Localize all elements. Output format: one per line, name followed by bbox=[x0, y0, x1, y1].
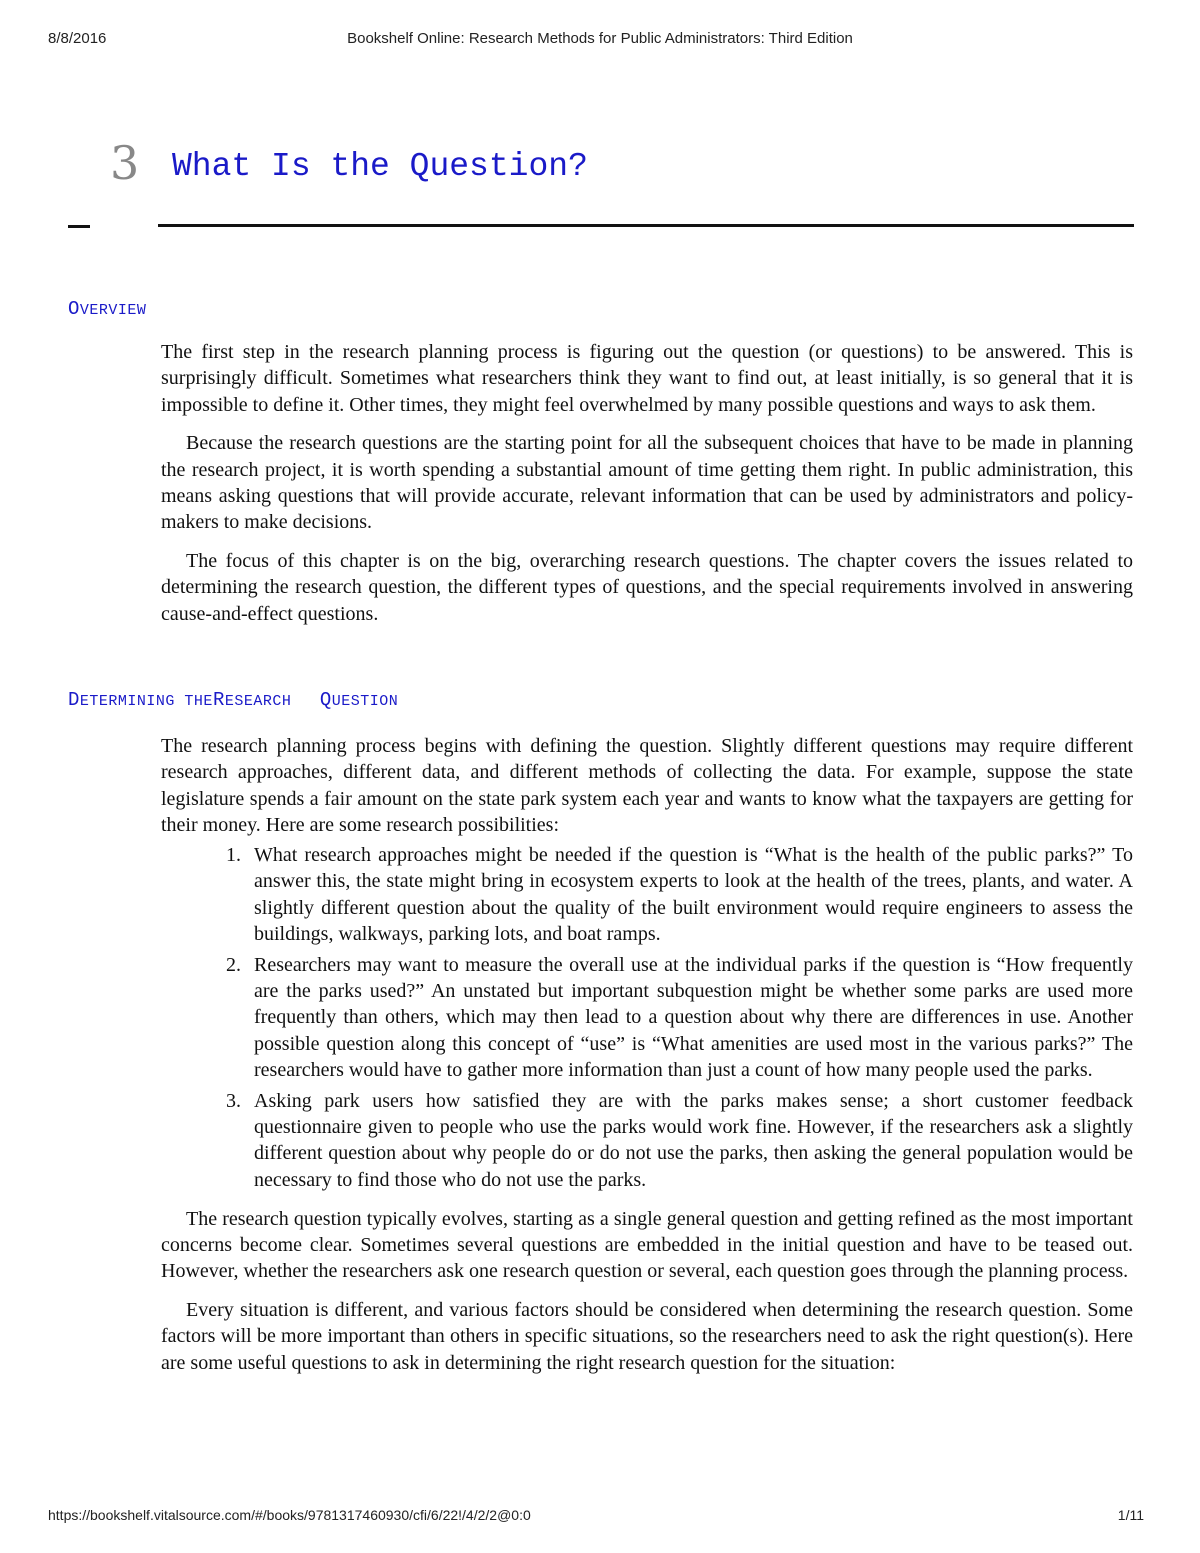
chapter-rule-short bbox=[68, 225, 90, 228]
chapter-number: 3 bbox=[110, 136, 140, 190]
print-date: 8/8/2016 bbox=[48, 30, 107, 47]
overview-paragraph: The focus of this chapter is on the big, overarching research questions. The chapter covers the issues related to determining the research question, the different types of questions, and the special requirements involved in answering cause-and-effect questions. bbox=[161, 550, 1133, 625]
section-heading-determining: DETERMINING THERESEARCH QUESTION bbox=[68, 689, 399, 711]
overview-paragraph: Because the research questions are the starting point for all the subsequent choices that have to be made in planning the research project, it is worth spending a substantial amount of time getting them right. In public administration, this means asking questions that will provide accurate, relevant information that can be used by administrators and policy-makers to make decisions. bbox=[161, 432, 1133, 534]
section-heading-overview: OVERVIEW bbox=[68, 298, 147, 320]
determining-paragraph: Every situation is different, and various factors should be considered when determining the research question. Some factors will be more important than others in specific situations, so the researchers need to ask the right question(s). Here are some useful questions to ask in determining the right research question for the situation: bbox=[161, 1298, 1133, 1374]
chapter-title: What Is the Question? bbox=[172, 148, 588, 185]
determining-intro: The research planning process begins with defining the question. Slightly different questions may require different research approaches, different data, and different methods of collecting the data. For example, suppose the state legislature spends a fair amount on the state park system each year and wants to know what the taxpayers are getting for their money. Here are some research possibilities: bbox=[161, 735, 1133, 836]
list-item: 3. Asking park users how satisfied they are with the parks makes sense; a short customer feedback questionnaire given to people who use the parks would work fine. However, if the researchers ask a slightly different question about why people do or do not use the parks, then asking the general population would be necessary to find those who do not use the parks. bbox=[246, 1088, 1133, 1193]
research-possibilities-list bbox=[161, 842, 1133, 1193]
chapter-rule-long bbox=[158, 224, 1134, 227]
print-header-title: Bookshelf Online: Research Methods for Public Administrators: Third Edition bbox=[347, 30, 853, 47]
determining-paragraph: The research question typically evolves, starting as a single general question and getting refined as the most important concerns become clear. Sometimes several questions are embedded in the initial question and have to be teased out. However, whether the researchers ask one research question or several, each question goes through the planning process. bbox=[161, 1207, 1133, 1283]
list-item: 1. What research approaches might be needed if the question is “What is the health of the public parks?” To answer this, the state might bring in ecosystem experts to look at the health of the trees, plants, and water. A slightly different question about the quality of the built environment would require engineers to assess the buildings, walkways, parking lots, and boat ramps. bbox=[246, 842, 1133, 947]
overview-body bbox=[161, 339, 1133, 639]
list-item: 2. Researchers may want to measure the overall use at the individual parks if the question is “How frequently are the parks used?” An unstated but important subquestion might be whether some parks are used more frequently than others, which may then lead to a question about why there are differences in use. Another possible question along this concept of “use” is “What amenities are used most in the various parks?” The researchers would have to gather more information than just a count of how many people used the parks. bbox=[246, 952, 1133, 1083]
overview-paragraph: The first step in the research planning process is figuring out the question (or questions) to be answered. This is surprisingly difficult. Sometimes what researchers think they want to find out, at least initially, is so general that it is impossible to define it. Other times, they might feel overwhelmed by many possible questions and ways to ask them. bbox=[161, 341, 1133, 416]
determining-body bbox=[161, 733, 1133, 1388]
page-url: https://bookshelf.vitalsource.com/#/books/9781317460930/cfi/6/22!/4/2/2@0:0 bbox=[48, 1507, 531, 1523]
page-number: 1/11 bbox=[1117, 1507, 1144, 1523]
